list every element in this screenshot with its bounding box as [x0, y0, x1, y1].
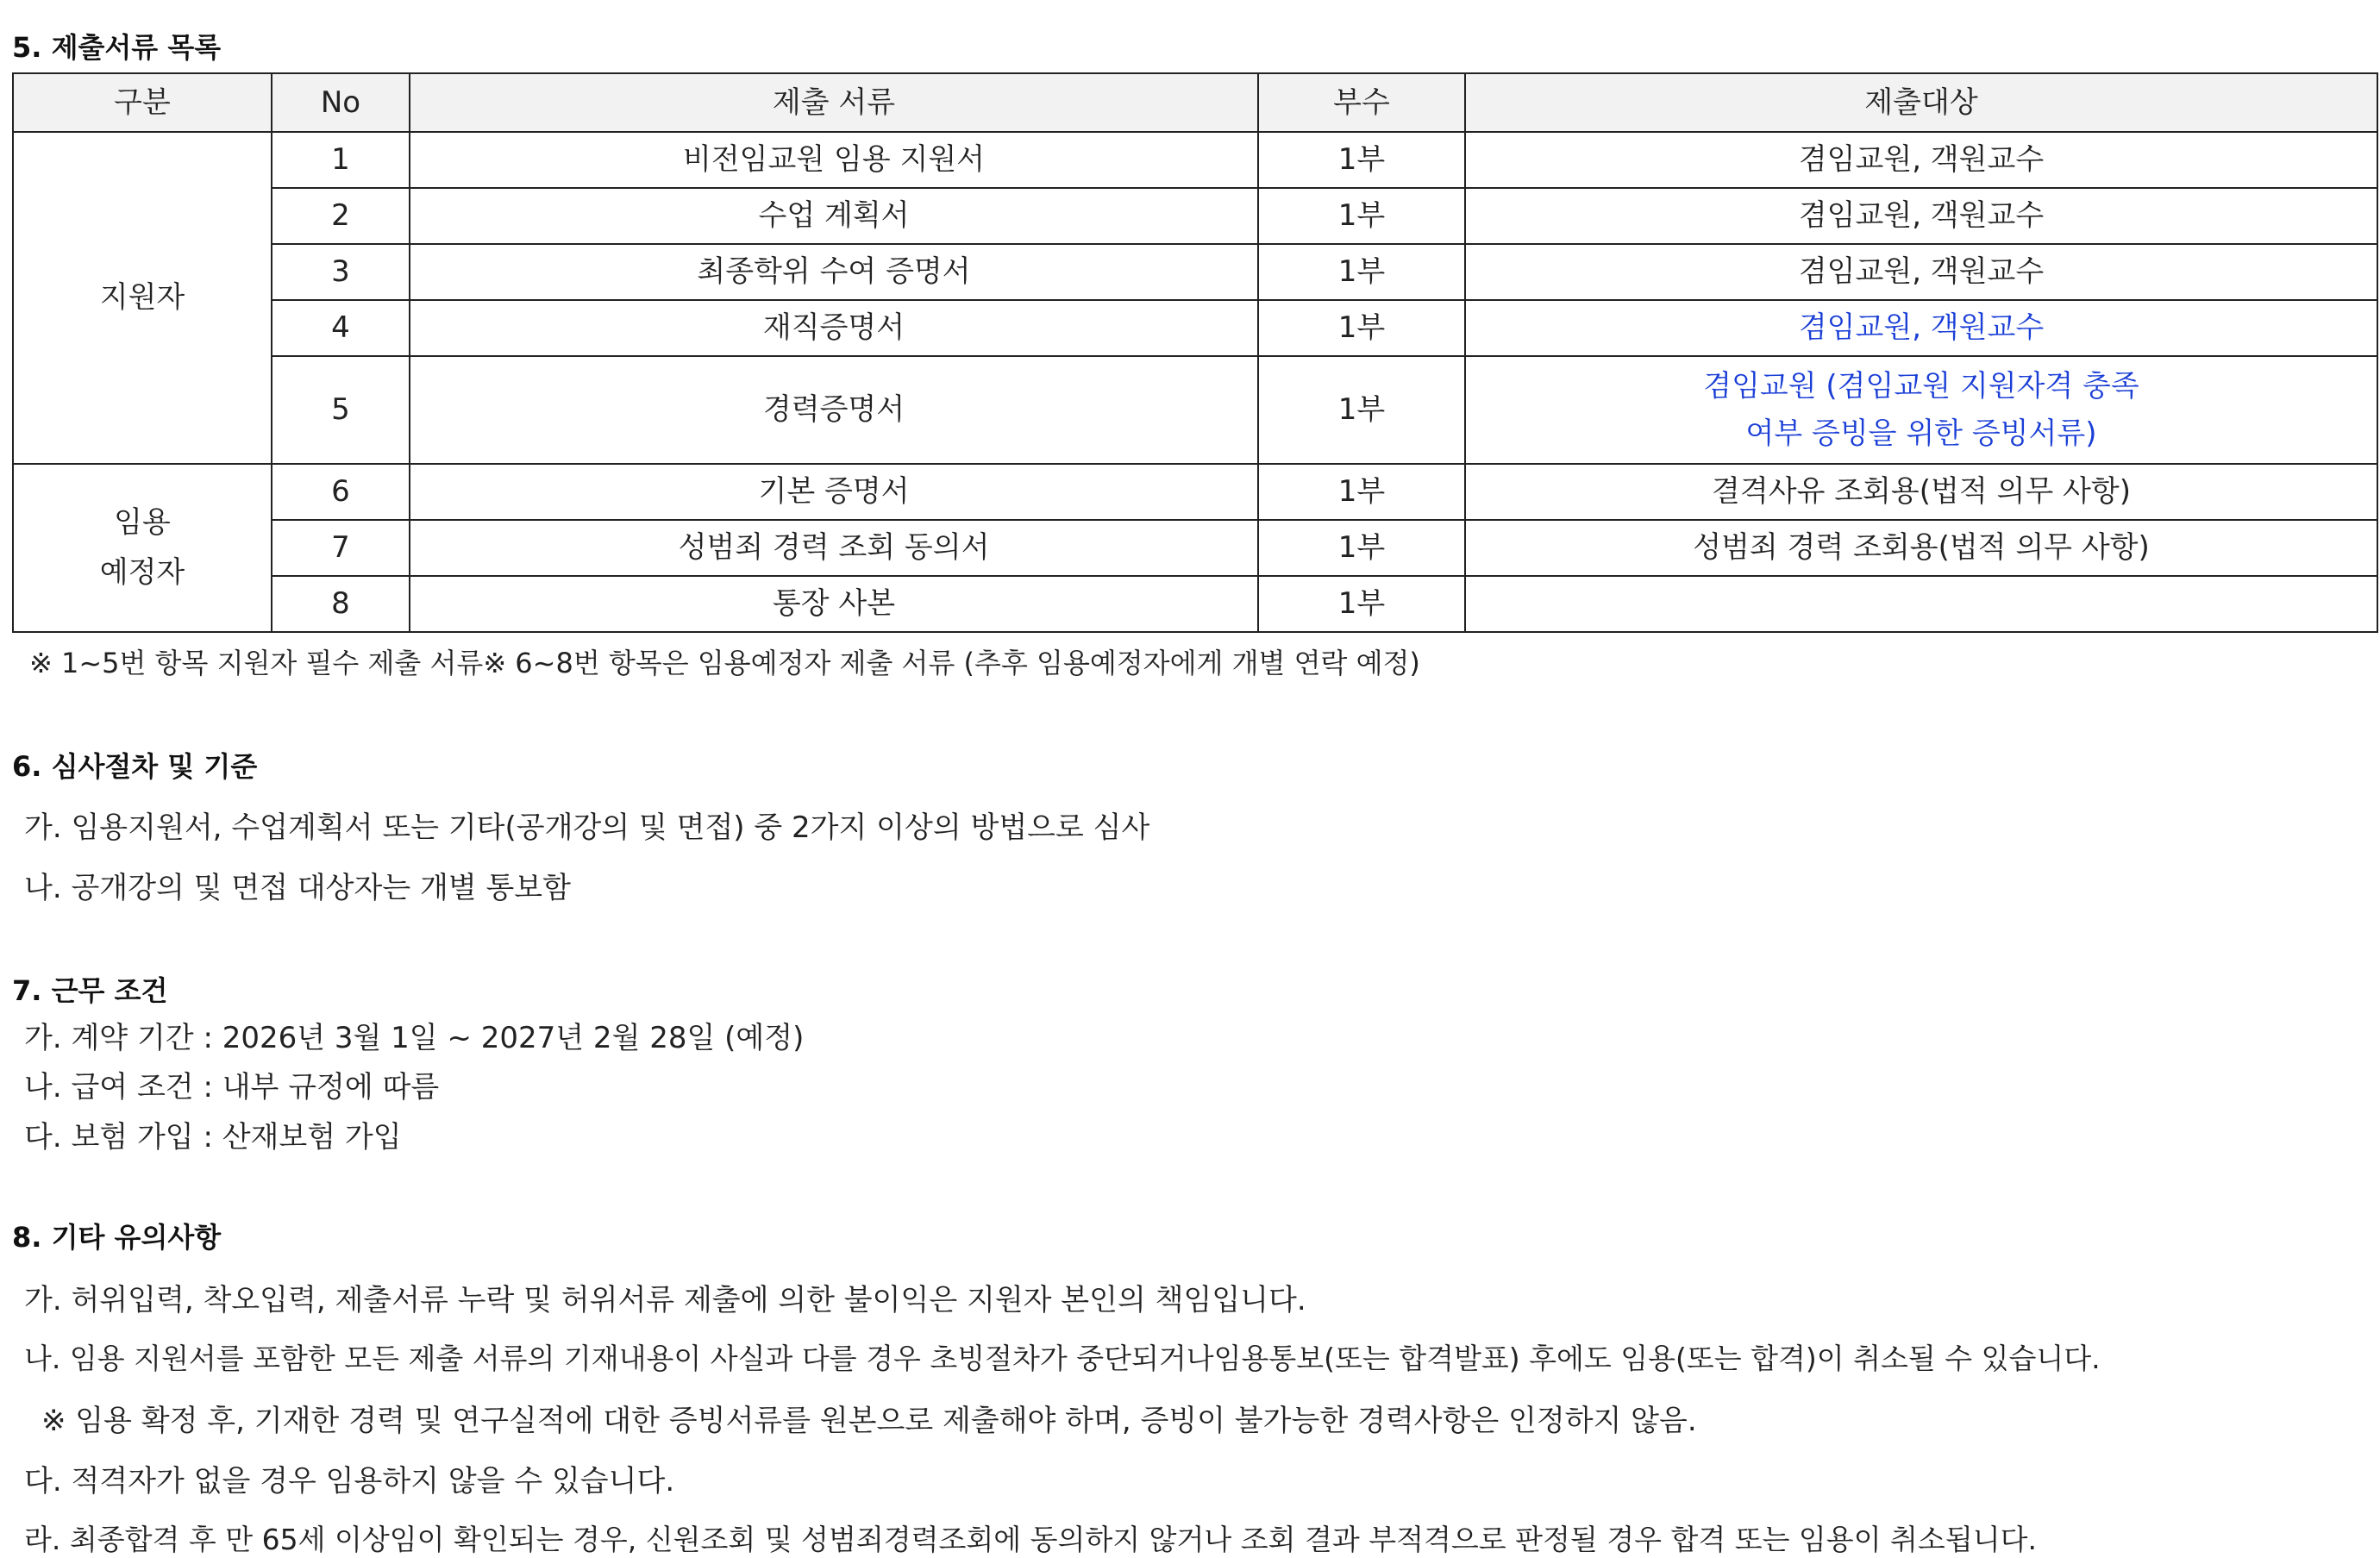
section-7-item: 가. 계약 기간 : 2026년 3월 1일 ~ 2027년 2월 28일 (예정): [24, 1021, 805, 1055]
section-8-item: 다. 적격자가 없을 경우 임용하지 않을 수 있습니다.: [24, 1464, 675, 1499]
row-target-empty: [1465, 576, 2377, 632]
section-6-item: 가. 임용지원서, 수업계획서 또는 기타(공개강의 및 면접) 중 2가지 이상의 방법으로 심사: [24, 810, 1150, 845]
row-no: 2: [272, 188, 410, 244]
row-target: [1465, 244, 2377, 300]
column-header-document: 제출 서류: [410, 73, 1258, 132]
group-applicant: [13, 132, 272, 464]
row-no: 4: [272, 300, 410, 356]
row-copies: 1부: [1258, 520, 1465, 576]
group-label-line: 지원자: [99, 279, 185, 315]
row-document: 수업 계획서: [410, 188, 1258, 244]
row-copies: 1부: [1258, 356, 1465, 464]
section-8-item: 나. 임용 지원서를 포함한 모든 제출 서류의 기재내용이 사실과 다를 경우 초빙절차가 중단되거나임용통보(또는 합격발표) 후에도 임용(또는 합격)이 취소될 수 있습니다.: [24, 1342, 2101, 1375]
row-copies: 1부: [1258, 300, 1465, 356]
table-footnote: ※ 1~5번 항목 지원자 필수 제출 서류※ 6~8번 항목은 임용예정자 제출 서류 (추후 임용예정자에게 개별 연락 예정): [29, 647, 1420, 679]
target-line: 여부 증빙을 위한 증빙서류): [1745, 416, 2097, 451]
section-7-item: 다. 보험 가입 : 산재보험 가입: [24, 1120, 402, 1154]
row-copies: 1부: [1258, 576, 1465, 632]
row-document: 기본 증명서: [410, 464, 1258, 520]
target-line: 겸임교원, 객원교수: [1798, 254, 2045, 290]
table-row: [13, 576, 2377, 632]
section-8-heading: 8. 기타 유의사항: [12, 1221, 222, 1254]
table-row: [13, 244, 2377, 300]
target-line: 겸임교원, 객원교수: [1798, 310, 2045, 346]
row-copies: 1부: [1258, 188, 1465, 244]
target-line: 성범죄 경력 조회용(법적 의무 사항): [1693, 530, 2150, 566]
row-target-highlighted: [1465, 300, 2377, 356]
row-document: 성범죄 경력 조회 동의서: [410, 520, 1258, 576]
table-row: [13, 464, 2377, 520]
row-document: 경력증명서: [410, 356, 1258, 464]
row-target: [1465, 520, 2377, 576]
row-copies: 1부: [1258, 464, 1465, 520]
section-8-item: 라. 최종합격 후 만 65세 이상임이 확인되는 경우, 신원조회 및 성범죄경력조회에 동의하지 않거나 조회 결과 부적격으로 판정될 경우 합격 또는 임용이 취소됩니다.: [24, 1523, 2037, 1556]
row-document: 비전임교원 임용 지원서: [410, 132, 1258, 188]
row-copies: 1부: [1258, 132, 1465, 188]
target-line: 결격사유 조회용(법적 의무 사항): [1712, 474, 2131, 510]
row-copies: 1부: [1258, 244, 1465, 300]
group-label-line: 예정자: [99, 554, 185, 590]
column-header-category: 구분: [13, 73, 272, 132]
row-target-highlighted: [1465, 356, 2377, 464]
row-no: 6: [272, 464, 410, 520]
target-line: 겸임교원, 객원교수: [1798, 198, 2045, 234]
row-target: [1465, 188, 2377, 244]
row-document: 재직증명서: [410, 300, 1258, 356]
documents-table: [12, 72, 2378, 633]
group-appointee: [13, 464, 272, 632]
table-row: [13, 300, 2377, 356]
column-header-target: 제출대상: [1465, 73, 2377, 132]
table-row: [13, 356, 2377, 464]
target-line: 겸임교원, 객원교수: [1798, 142, 2045, 178]
section-8-note: ※ 임용 확정 후, 기재한 경력 및 연구실적에 대한 증빙서류를 원본으로 제출해야 하며, 증빙이 불가능한 경력사항은 인정하지 않음.: [41, 1404, 1697, 1438]
section-6-heading: 6. 심사절차 및 기준: [12, 750, 258, 783]
row-no: 7: [272, 520, 410, 576]
section-5-heading: 5. 제출서류 목록: [12, 31, 222, 64]
table-row: [13, 132, 2377, 188]
row-document: 통장 사본: [410, 576, 1258, 632]
column-header-copies: 부수: [1258, 73, 1465, 132]
section-7-heading: 7. 근무 조건: [12, 974, 168, 1007]
row-target: [1465, 132, 2377, 188]
row-target: [1465, 464, 2377, 520]
row-no: 8: [272, 576, 410, 632]
group-label-line: 임용: [114, 504, 171, 540]
section-8-item: 가. 허위입력, 착오입력, 제출서류 누락 및 허위서류 제출에 의한 불이익은 지원자 본인의 책임입니다.: [24, 1283, 1306, 1317]
target-line: 겸임교원 (겸임교원 지원자격 충족: [1703, 369, 2139, 404]
table-row: [13, 520, 2377, 576]
row-no: 3: [272, 244, 410, 300]
column-header-no: No: [272, 73, 410, 132]
table-header-row: [13, 73, 2377, 132]
section-6-item: 나. 공개강의 및 면접 대상자는 개별 통보함: [24, 871, 571, 905]
table-row: [13, 188, 2377, 244]
row-no: 5: [272, 356, 410, 464]
row-no: 1: [272, 132, 410, 188]
row-document: 최종학위 수여 증명서: [410, 244, 1258, 300]
section-7-item: 나. 급여 조건 : 내부 규정에 따름: [24, 1070, 440, 1104]
